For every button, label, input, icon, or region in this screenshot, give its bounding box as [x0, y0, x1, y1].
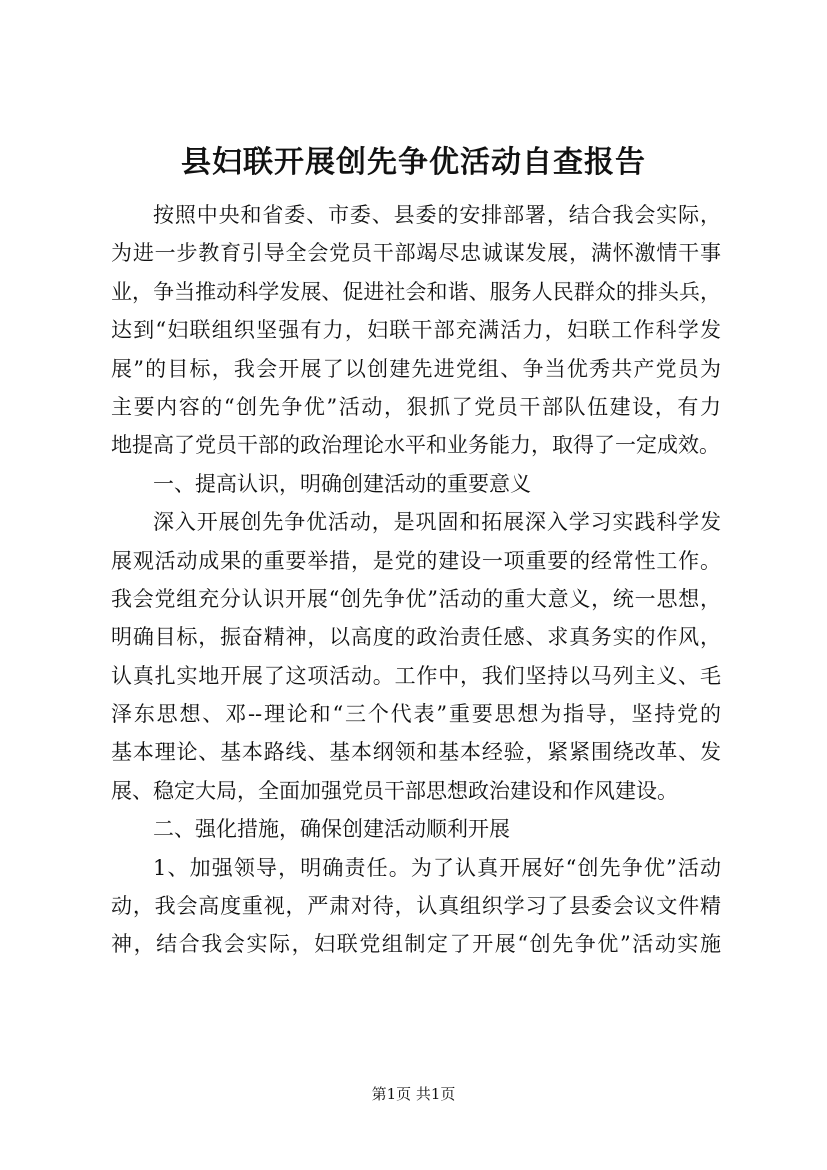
- paragraph-line: 达到“妇联组织坚强有力，妇联干部充满活力，妇联工作科学发: [111, 318, 721, 343]
- paragraph-line: 我会党组充分认识开展“创先争优”活动的重大意义，统一思想，: [111, 586, 721, 611]
- paragraph-line: 1、加强领导，明确责任。为了认真开展好“创先争优”活动: [153, 855, 721, 880]
- paragraph-line: 深入开展创先争优活动，是巩固和拓展深入学习实践科学发: [153, 510, 721, 535]
- paragraph-line: 泽东思想、邓--理论和“三个代表”重要思想为指导，坚持党的: [111, 702, 721, 727]
- document-body: [111, 196, 721, 964]
- paragraph-line: 认真扎实地开展了这项活动。工作中，我们坚持以马列主义、毛: [111, 663, 721, 688]
- section-heading: 一、提高认识，明确创建活动的重要意义: [153, 471, 531, 496]
- paragraph-line: 基本理论、基本路线、基本纲领和基本经验，紧紧围绕改革、发: [111, 740, 721, 765]
- paragraph-line: 动，我会高度重视，严肃对待，认真组织学习了县委会议文件精: [111, 894, 721, 919]
- paragraph-line: 按照中央和省委、市委、县委的安排部署，结合我会实际，: [153, 203, 721, 227]
- paragraph-line: 地提高了党员干部的政治理论水平和业务能力，取得了一定成效。: [111, 433, 720, 458]
- paragraph-line: 业，争当推动科学发展、促进社会和谐、服务人民群众的排头兵，: [111, 279, 721, 304]
- paragraph-line: 明确目标，振奋精神，以高度的政治责任感、求真务实的作风，: [111, 625, 721, 650]
- paragraph-line: 展”的目标，我会开展了以创建先进党组、争当优秀共产党员为: [111, 356, 721, 381]
- section-heading: 二、强化措施，确保创建活动顺利开展: [153, 817, 510, 842]
- paragraph-line: 主要内容的“创先争优”活动，狠抓了党员干部队伍建设，有力: [111, 394, 721, 419]
- paragraph-line: 神，结合我会实际，妇联党组制定了开展“创先争优”活动实施: [111, 932, 721, 957]
- paragraph-line: 展、稳定大局，全面加强党员干部思想政治建设和作风建设。: [111, 778, 678, 803]
- document-title: 县妇联开展创先争优活动自查报告: [181, 145, 646, 180]
- paragraph-line: 展观活动成果的重要举措，是党的建设一项重要的经常性工作。: [111, 548, 721, 573]
- page-footer: 第1页 共1页: [371, 1085, 456, 1103]
- paragraph-line: 为进一步教育引导全会党员干部竭尽忠诚谋发展，满怀激情干事: [111, 241, 721, 266]
